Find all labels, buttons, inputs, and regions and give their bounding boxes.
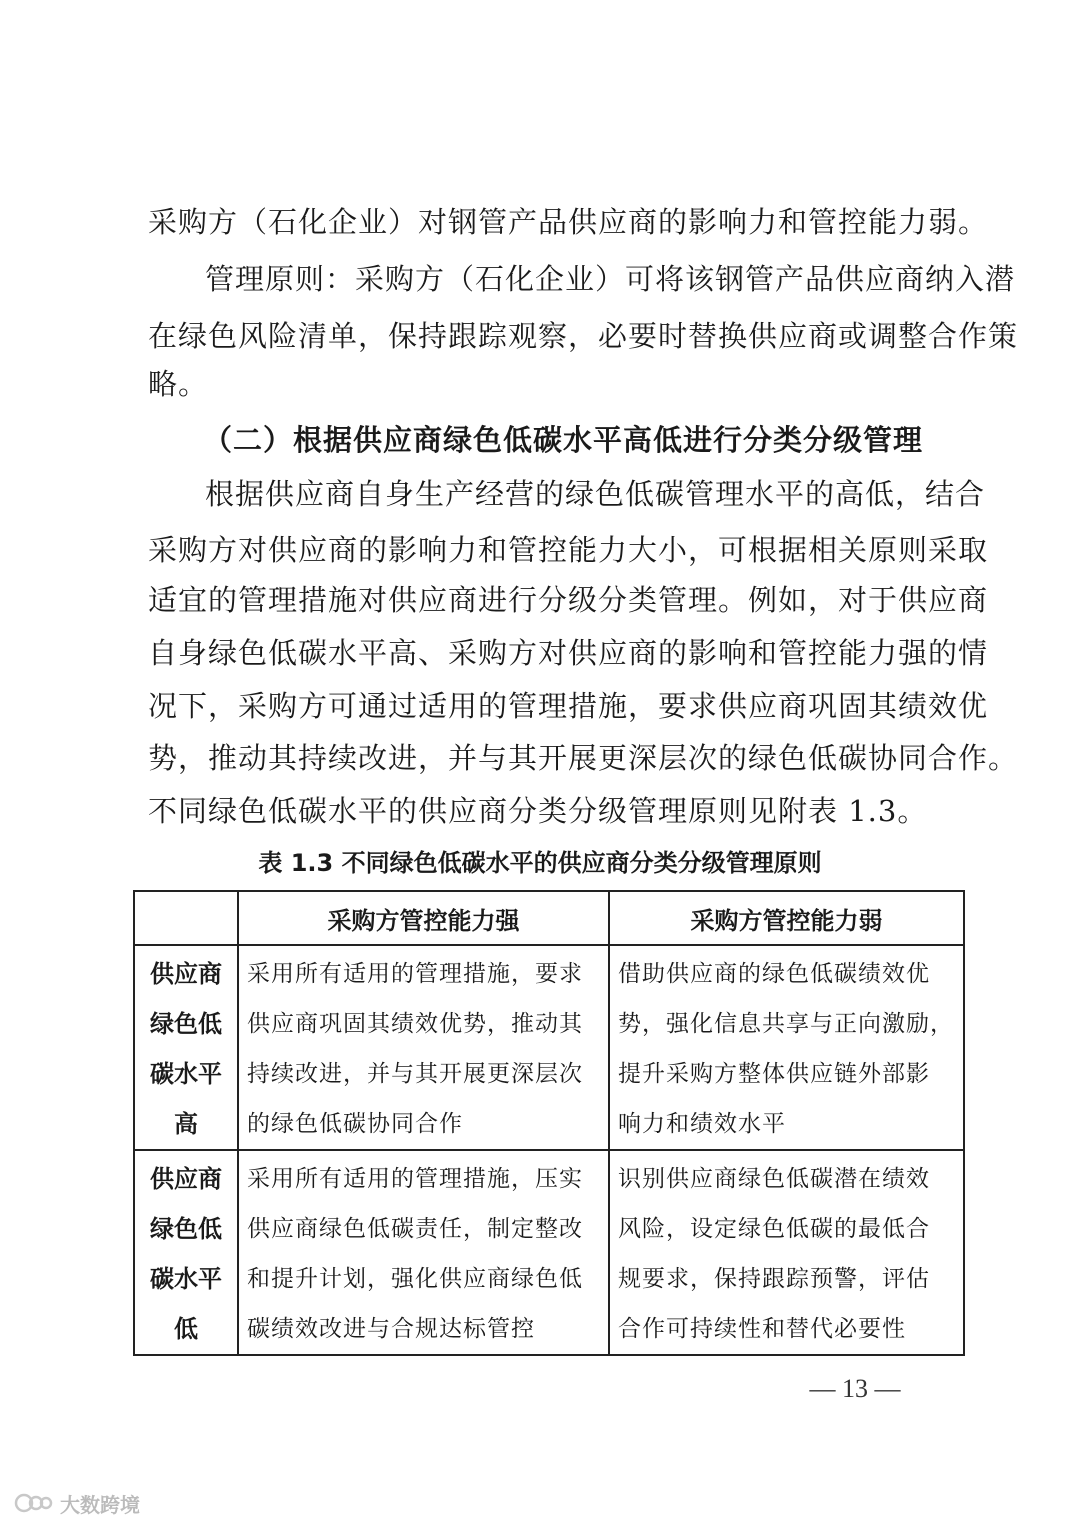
table-row [134,1150,964,1355]
row-label-line: 高 [174,1110,198,1138]
cell-line: 势，强化信息共享与正向激励， [618,1011,954,1037]
cell-high-strong [238,945,609,1150]
row-label-line: 绿色低 [150,1215,222,1243]
cell-line: 的绿色低碳协同合作 [247,1111,463,1137]
cell-line: 提升采购方整体供应链外部影 [618,1061,930,1087]
para3-line-7: 不同绿色低碳水平的供应商分类分级管理原则见附表 1.3。 [148,794,928,828]
cell-line: 识别供应商绿色低碳潜在绩效 [618,1166,930,1192]
cell-line: 碳绩效改进与合规达标管控 [247,1316,535,1342]
para3-line-5: 况下，采购方可通过适用的管理措施，要求供应商巩固其绩效优 [148,689,989,723]
cell-line: 供应商绿色低碳责任，制定整改 [247,1216,583,1242]
cell-line: 规要求，保持跟踪预警，评估 [618,1266,930,1292]
para3-line-2: 采购方对供应商的影响力和管控能力大小，可根据相关原则采取 [148,533,989,567]
cell-line: 持续改进，并与其开展更深层次 [247,1061,583,1087]
para3-line-4: 自身绿色低碳水平高、采购方对供应商的影响和管控能力强的情 [148,636,989,670]
cell-line: 和提升计划，强化供应商绿色低 [247,1266,583,1292]
row-label-high [134,945,238,1150]
cell-line: 合作可持续性和替代必要性 [618,1316,906,1342]
row-label-line: 低 [174,1315,198,1343]
cell-line: 风险，设定绿色低碳的最低合 [618,1216,930,1242]
para2-line-2: 在绿色风险清单，保持跟踪观察，必要时替换供应商或调整合作策 [148,319,1019,353]
watermark-text: 大数跨境 [60,1492,140,1517]
row-label-line: 绿色低 [150,1010,222,1038]
row-label-line: 碳水平 [150,1265,222,1293]
cell-line: 采用所有适用的管理措施，压实 [247,1166,583,1192]
para1-line-1: 采购方（石化企业）对钢管产品供应商的影响力和管控能力弱。 [148,205,989,239]
cell-low-weak [609,1150,964,1355]
para3-line-3: 适宜的管理措施对供应商进行分级分类管理。例如，对于供应商 [148,583,989,617]
table-row [134,945,964,1150]
row-label-line: 碳水平 [150,1060,222,1088]
cell-line: 借助供应商的绿色低碳绩效优 [618,961,930,987]
cell-high-weak [609,945,964,1150]
cell-line: 供应商巩固其绩效优势，推动其 [247,1011,583,1037]
section-heading: （二）根据供应商绿色低碳水平高低进行分类分级管理 [203,423,924,457]
row-label-line: 供应商 [150,1165,222,1193]
watermark [14,1488,140,1518]
header-corner [134,891,238,945]
cell-low-strong [238,1150,609,1355]
header-weak-control: 采购方管控能力弱 [609,891,964,945]
para2-line-3: 略。 [148,367,209,401]
para2-line-1: 管理原则：采购方（石化企业）可将该钢管产品供应商纳入潜 [205,262,1016,296]
row-label-low [134,1150,238,1355]
cell-line: 响力和绩效水平 [618,1111,786,1137]
para3-line-6: 势，推动其持续改进，并与其开展更深层次的绿色低碳协同合作。 [148,741,1019,775]
classification-table [133,890,965,1356]
brand-logo-icon [14,1490,54,1516]
table-header-row [134,891,964,945]
table-caption: 表 1.3 不同绿色低碳水平的供应商分类分级管理原则 [258,849,822,877]
row-label-line: 供应商 [150,960,222,988]
page-number: — 13 — [809,1374,901,1403]
para3-line-1: 根据供应商自身生产经营的绿色低碳管理水平的高低，结合 [205,477,986,511]
header-strong-control: 采购方管控能力强 [238,891,609,945]
cell-line: 采用所有适用的管理措施，要求 [247,961,583,987]
